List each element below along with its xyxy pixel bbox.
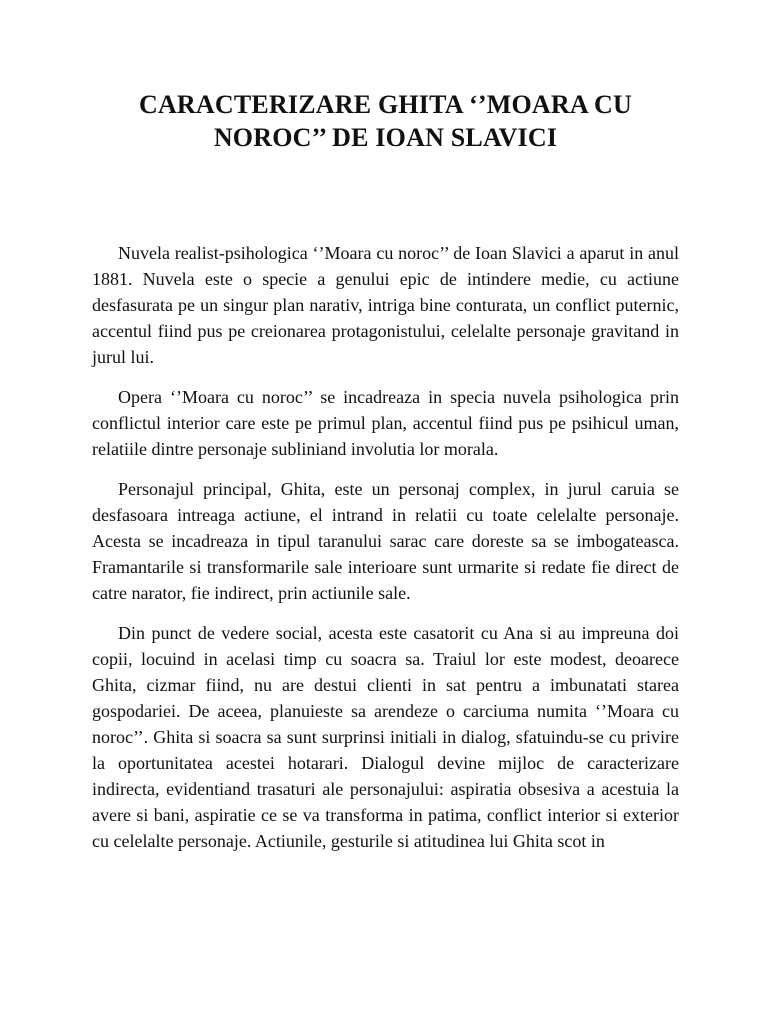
- paragraph-social-status: Din punct de vedere social, acesta este casatorit cu Ana si au impreuna doi copii, locuind in acelasi timp cu soacra sa. Traiul lor este modest, deoarece Ghita, cizmar fiind, nu are destui clienti in sat pentru a imbunatati starea gospodariei. De aceea, planuieste sa arendeze o carciuma numita ‘’Moara cu noroc’’. Ghita si soacra sa sunt surprinsi initiali in dialog, sfatuindu-se cu privire la oportunitatea acestei hotarari. Dialogul devine mijloc de caracterizare indirecta, evidentiand trasaturi ale personajului: aspiratia obsesiva a acestuia la avere si bani, aspiratie ce se va transforma in patima, conflict interior si exterior cu celelalte personaje. Actiunile, gesturile si atitudinea lui Ghita scot in: [92, 623, 679, 851]
- document-title: [92, 88, 679, 154]
- title-line-1: CARACTERIZARE GHITA ‘’MOARA CU: [138, 90, 633, 119]
- title-line-2: NOROC’’ DE IOAN SLAVICI: [213, 123, 558, 152]
- document-body: [92, 240, 679, 854]
- paragraph-species: Opera ‘’Moara cu noroc’’ se incadreaza in specia nuvela psihologica prin conflictul interior care este pe primul plan, accentul fiind pus pe psihicul uman, relatiile dintre personaje subliniand involutia lor morala.: [92, 387, 679, 459]
- paragraph-intro: Nuvela realist-psihologica ‘’Moara cu noroc’’ de Ioan Slavici a aparut in anul 1881. Nuvela este o specie a genului epic de intindere medie, cu actiune desfasurata pe un singur plan narativ, intriga bine conturata, un conflict puternic, accentul fiind pus pe creionarea protagonistului, celelalte personaje gravitand in jurul lui.: [92, 243, 679, 367]
- paragraph-main-character: Personajul principal, Ghita, este un personaj complex, in jurul caruia se desfasoara intreaga actiune, el intrand in relatii cu toate celelalte personaje. Acesta se incadreaza in tipul taranului sarac care doreste sa se imbogateasca. Framantarile si transformarile sale interioare sunt urmarite si redate fie direct de catre narator, fie indirect, prin actiunile sale.: [92, 479, 679, 603]
